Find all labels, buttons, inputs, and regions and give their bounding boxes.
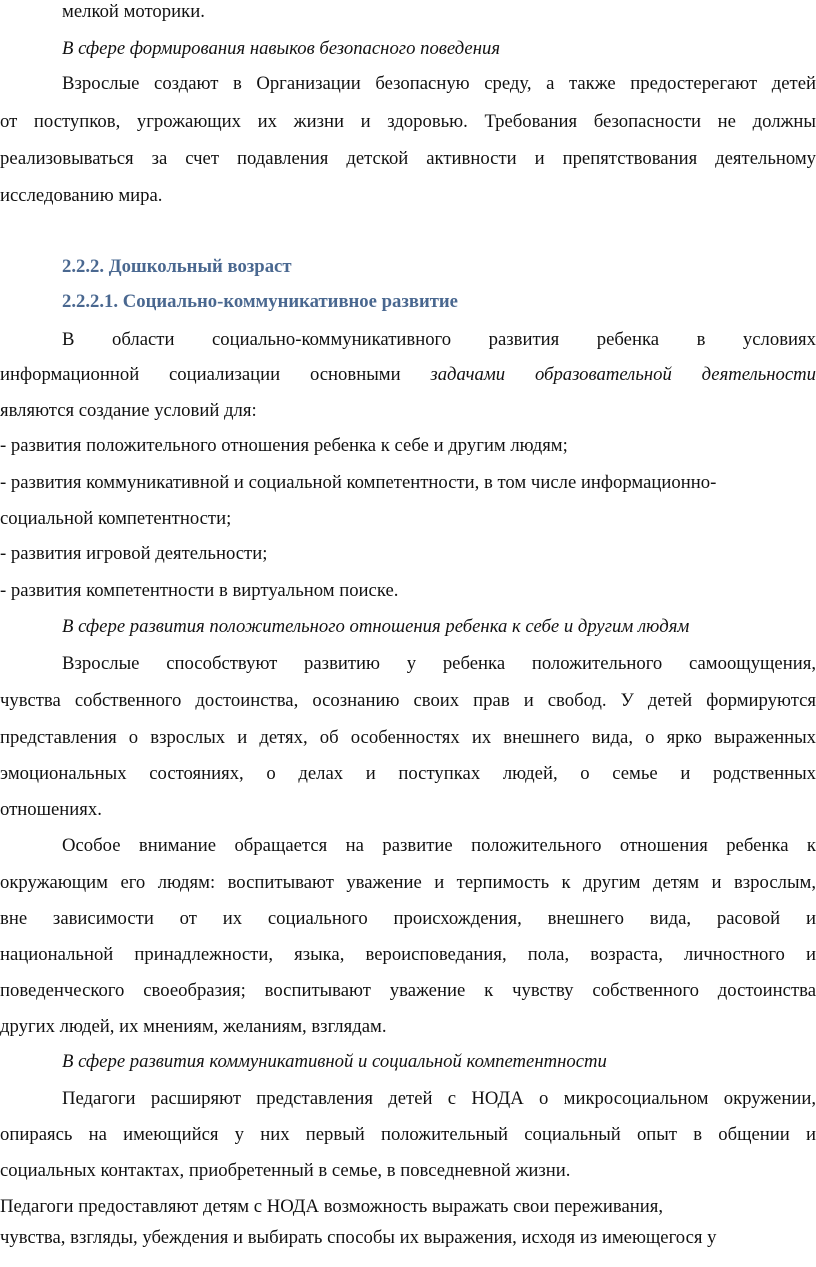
text-line-mixed [0,362,816,388]
text-line: Взрослые способствуют развитию у ребенка положительного самоощущения, [62,653,816,674]
text-line: Взрослые создают в Организации безопасную среду, а также предостерегают детей [62,73,816,94]
subsection-heading: 2.2.2.1. Социально-коммуникативное развитие [62,291,458,312]
list-item: - развития коммуникативной и социальной компетентности, в том числе информационно- [0,472,717,493]
list-item: - развития компетентности в виртуальном поиске. [0,580,399,601]
text-line: от поступков, угрожающих их жизни и здоровью. Требования безопасности не должны [0,111,816,132]
communicative-section-heading: В сфере развития коммуникативной и социальной компетентности [62,1051,607,1072]
list-item: - развития положительного отношения ребенка к себе и другим людям; [0,435,568,456]
text-line: национальной принадлежности, языка, вероисповедания, пола, возраста, личностного и [0,944,816,965]
section-heading: 2.2.2. Дошкольный возраст [62,256,292,277]
list-item-continuation: социальной компетентности; [0,508,232,529]
safety-section-heading: В сфере формирования навыков безопасного поведения [62,38,501,59]
text-line: опираясь на имеющийся у них первый положительный социальный опыт в общении и [0,1124,816,1145]
text-line: реализовываться за счет подавления детской активности и препятствования деятельному [0,148,816,169]
text-line: Особое внимание обращается на развитие положительного отношения ребенка к [62,835,816,856]
text-line: Педагоги предоставляют детям с НОДА возможность выражать свои переживания, [0,1196,664,1217]
list-item: - развития игровой деятельности; [0,543,268,564]
text-line: исследованию мира. [0,185,163,206]
text-line: являются создание условий для: [0,400,257,421]
text-line: эмоциональных состояниях, о делах и поступках людей, о семье и родственных [0,763,816,784]
text-line: чувства, взгляды, убеждения и выбирать способы их выражения, исходя из имеющегося у [0,1227,717,1248]
text-line: Педагоги расширяют представления детей с НОДА о микросоциальном окружении, [62,1088,816,1109]
text-line: вне зависимости от их социального происхождения, внешнего вида, расовой и [0,908,816,929]
text-line: социальных контактах, приобретенный в семье, в повседневной жизни. [0,1160,571,1181]
text-line: отношениях. [0,799,102,820]
text-line: представления о взрослых и детях, об особенностях их внешнего вида, о ярко выраженных [0,727,816,748]
positive-attitude-section-heading: В сфере развития положительного отношения ребенка к себе и другим людям [62,616,690,637]
text-line: чувства собственного достоинства, осознанию своих прав и свобод. У детей формируются [0,690,816,711]
text-line: В области социально-коммуникативного развития ребенка в условиях [62,329,816,350]
text-line: окружающим его людям: воспитывают уважение и терпимость к другим детям и взрослым, [0,872,816,893]
italic-emphasis: задачами образовательной деятельности [430,364,816,385]
text-span: информационной социализации основными [0,364,401,385]
text-line: других людей, их мнениям, желаниям, взглядам. [0,1016,387,1037]
text-line: поведенческого своеобразия; воспитывают уважение к чувству собственного достоинства [0,980,816,1001]
text-line: мелкой моторики. [62,1,205,22]
